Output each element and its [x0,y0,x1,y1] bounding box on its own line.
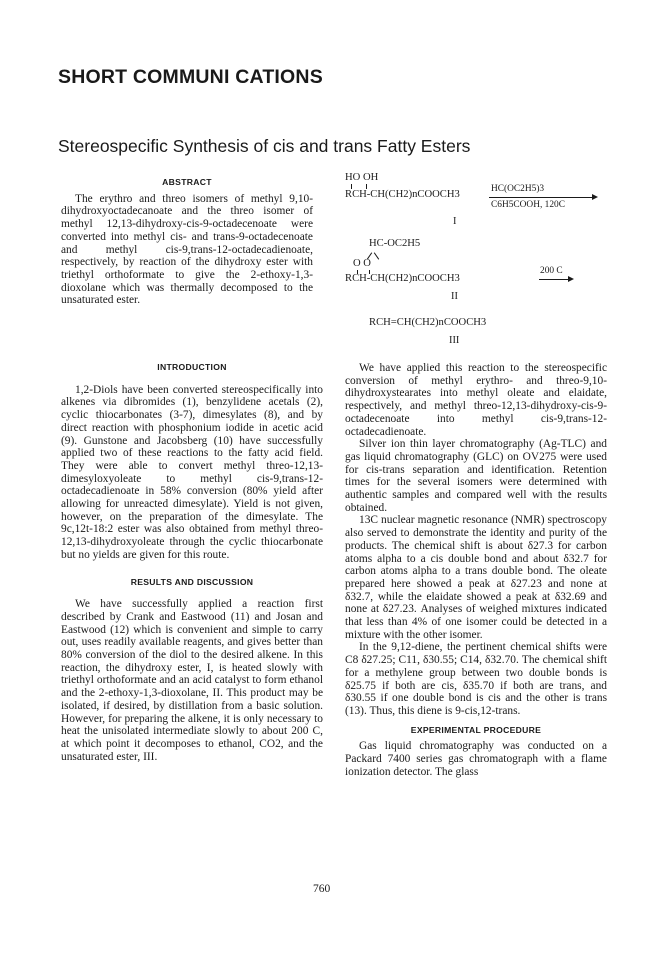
reagent-1-above: HC(OC2H5)3 [491,184,545,194]
introduction-text: 1,2-Diols have been converted stereospecifically into alkenes via dibromides (1), benzylidene acetals (2), cyclic thiocarbonates (3-7), dimesylates (8), and by direct reaction with phosphonium iodide in acetic acid (9). Gunstone and Jacobsberg (10) have successfully applied two of these reactions to the fatty acid field. They were able to convert methyl threo-12,13-dimesyloxyoleate to methyl cis-9,trans-12-octadecadienoate in 58% conversion (80% yield after allowing for unreacted dimesylate). Yield is not given, however, on the preparation of the dimesylate. The 9c,12t-18:2 ester was also obtained from methyl threo-12,13-dihydroxyoleate through the cyclic thiocarbonate but no yields are given for this route. [61,383,323,561]
compound-1-formula: RCH-CH(CH2)nCOOCH3 [345,189,460,200]
compound-2-formula: RCH-CH(CH2)nCOOCH3 [345,273,460,284]
reagent-1-below: C6H5COOH, 120C [491,200,565,210]
reaction-arrow-2 [539,279,569,280]
results-heading: RESULTS AND DISCUSSION [130,576,254,587]
compound-2-oxygens: O O [353,258,371,269]
right-paragraph-1: We have applied this reaction to the stereospecific conversion of methyl erythro- and threo-9,10-dihydroxystearates into methyl oleate and elaidate, respectively, and methyl threo-12,13-dihydroxy-cis-9-octadecenoate into methyl cis-9,trans-12-octadecadienoate. [345,362,607,438]
abstract-text: The erythro and threo isomers of methyl 9,10-dihydroxyoctadecanoate and the threo isomer of methyl 12,13-dihydroxy-cis-9-octadecenoate were converted into methyl cis- and trans-9-octadecenoate and methyl cis-9,trans-12-octadecadienoate, respectively, by reaction of the dihydroxy ester with triethyl orthoformate to give the 2-ethoxy-1,3-dioxolane which was thermally decomposed to the unsaturated ester. [61,192,313,307]
compound-1-hydroxyls: HO OH [345,172,379,183]
right-paragraph-2: Silver ion thin layer chromatography (Ag-TLC) and gas liquid chromatography (GLC) on OV275 were used for cis-trans separation and identification. Retention times for the several isomers were determined with authentic samples and compared well with the results obtained. [345,438,607,514]
compound-3-label: III [449,335,460,346]
introduction-heading: INTRODUCTION [157,362,227,372]
page-number: 760 [313,883,331,895]
compound-2-label: II [451,291,458,302]
compound-2-orthoester: HC-OC2H5 [369,238,421,249]
reaction-scheme [345,172,615,352]
left-column [61,361,323,763]
arrowhead-icon [592,194,598,200]
results-text: We have successfully applied a reaction first described by Crank and Eastwood (11) and Josan and Eastwood (12) which is convenient and simple to carry out, uses readily available reagents, and gives better than 80% conversion of the diol to the desired alkene. In this reaction, the dihydroxy ester, I, is heated slowly with triethyl orthoformate and an acid catalyst to form ethanol and the 2-ethoxy-1,3-dioxolane, II. This product may be isolated, if desired, by distillation from a basic solution. However, for preparing the alkene, it is only necessary to heat the unisolated intermediate slowly to about 200 C, at which point it decomposes to ethanol, CO2, and the unsaturated ester, III. [61,598,323,763]
bond-line [374,252,379,259]
right-paragraph-5: Gas liquid chromatography was conducted on a Packard 7400 series gas chromatograph with a flame ionization detector. The glass [345,740,607,778]
abstract-section [61,176,313,307]
right-paragraph-3: 13C nuclear magnetic resonance (NMR) spectroscopy also served to demonstrate the identity and purity of the products. The chemical shift is about δ27.3 for carbon atoms alpha to a cis double bond and about δ32.7 for carbon atoms alpha to a trans double bond. The oleate prepared here showed a peak at δ27.23 and none at δ32.7, while the elaidate showed a peak at δ32.69 and none at δ27.23. Analyses of weighed mixtures indicated that less than 4% of one isomer could be detected in a mixture with the other isomer. [345,514,607,641]
article-title: Stereospecific Synthesis of cis and trans Fatty Esters [58,136,471,156]
experimental-heading: EXPERIMENTAL PROCEDURE [410,724,542,735]
right-column [345,362,607,779]
compound-1-label: I [453,216,457,227]
arrowhead-icon [568,276,574,282]
compound-3-formula: RCH=CH(CH2)nCOOCH3 [369,317,487,328]
abstract-heading: ABSTRACT [162,177,212,187]
section-banner: SHORT COMMUNI CATIONS [58,66,323,88]
right-paragraph-4: In the 9,12-diene, the pertinent chemical shifts were C8 δ27.25; C11, δ30.55; C14, δ32.70. The chemical shift for a methylene group between two double bonds is δ25.75 if both are cis, δ35.70 if both are trans, and δ30.55 if one double bond is cis and the other is trans (13). Thus, this diene is 9-cis,12-trans. [345,641,607,717]
reagent-2: 200 C [540,266,563,276]
reaction-arrow-1 [489,197,593,198]
